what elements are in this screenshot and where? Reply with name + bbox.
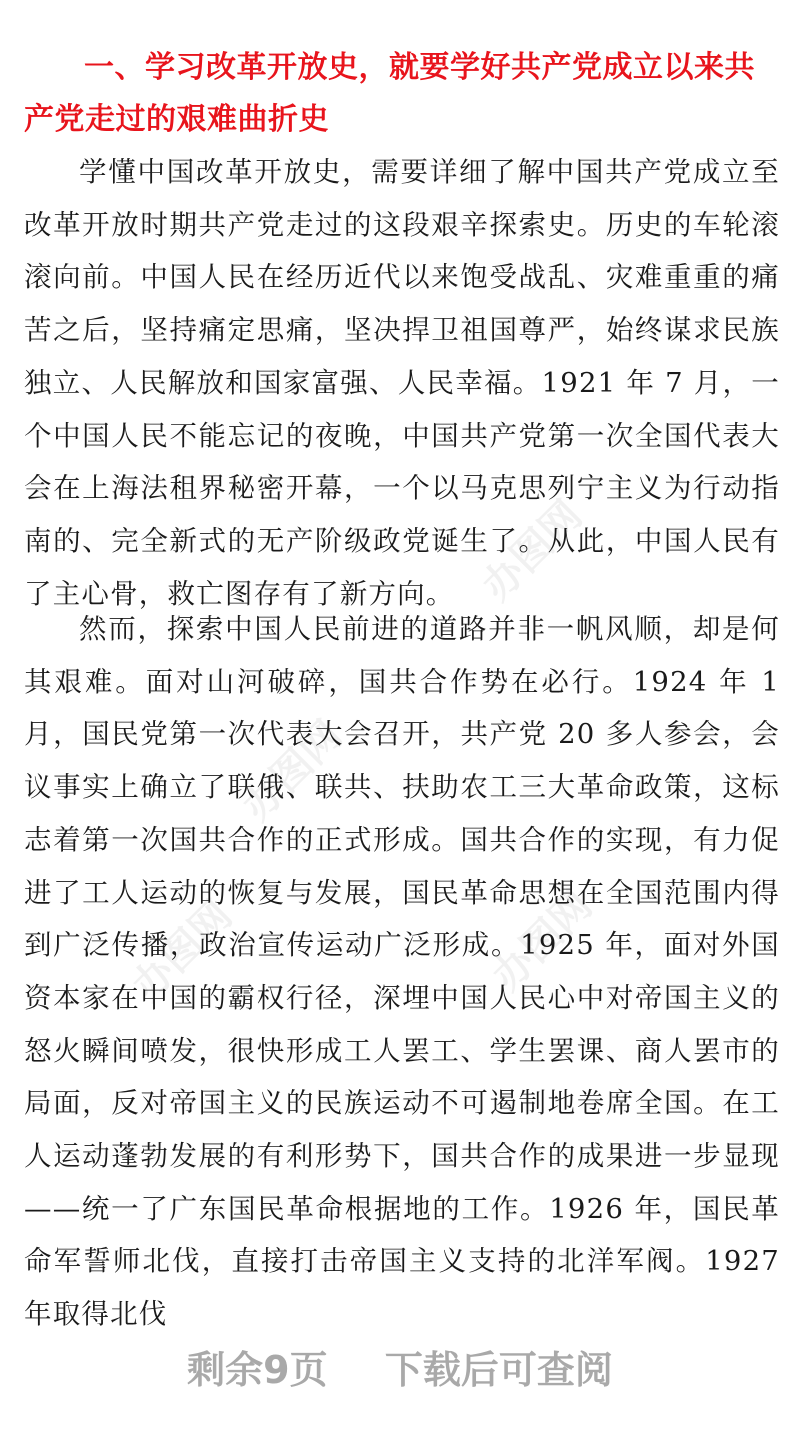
body-paragraph-2: 然而，探索中国人民前进的道路并非一帆风顺，却是何其艰难。面对山河破碎，国共合作势在必行。1924 年 1 月，国民党第一次代表大会召开，共产党 20 多人参会，会议事实上确立了联俄、联共、扶助农工三大革命政策，这标志着第一次国共合作的正式形成。国共合作的实现，有力促进了工人运动的恢复与发展，国民革命思想在全国范围内得到广泛传播，政治宣传运动广泛形成。1925 年，面对外国资本家在中国的霸权行径，深埋中国人民心中对帝国主义的怒火瞬间喷发，很快形成工人罢工、学生罢课、商人罢市的局面，反对帝国主义的民族运动不可遏制地卷席全国。在工人运动蓬勃发展的有利形势下，国共合作的成果进一步显现——统一了广东国民革命根据地的工作。1926 年，国民革命军誓师北伐，直接打击帝国主义支持的北洋军阀。1927 年取得北伐 <box>24 613 780 1331</box>
section-heading: 一、学习改革开放史，就要学好共产党成立以来共产党走过的艰难曲折史 <box>24 50 755 137</box>
download-prompt[interactable] <box>0 1340 800 1400</box>
download-to-view-label[interactable]: 下载后可查阅 <box>384 1348 613 1392</box>
watermark: 办图网 <box>233 712 352 830</box>
watermark: 办图网 <box>473 492 592 610</box>
remaining-pages-label: 剩余9页 <box>187 1348 328 1392</box>
watermark: 办图网 <box>483 882 602 1000</box>
watermark: 办图网 <box>123 892 242 1010</box>
body-paragraph-1: 学懂中国改革开放史，需要详细了解中国共产党成立至改革开放时期共产党走过的这段艰辛探索史。历史的车轮滚滚向前。中国人民在经历近代以来饱受战乱、灾难重重的痛苦之后，坚持痛定思痛，坚决捍卫祖国尊严，始终谋求民族独立、人民解放和国家富强、人民幸福。1921 年 7 月，一个中国人民不能忘记的夜晚，中国共产党第一次全国代表大会在上海法租界秘密开幕，一个以马克思列宁主义为行动指南的、完全新式的无产阶级政党诞生了。从此，中国人民有了主心骨，救亡图存有了新方向。 <box>24 156 780 610</box>
